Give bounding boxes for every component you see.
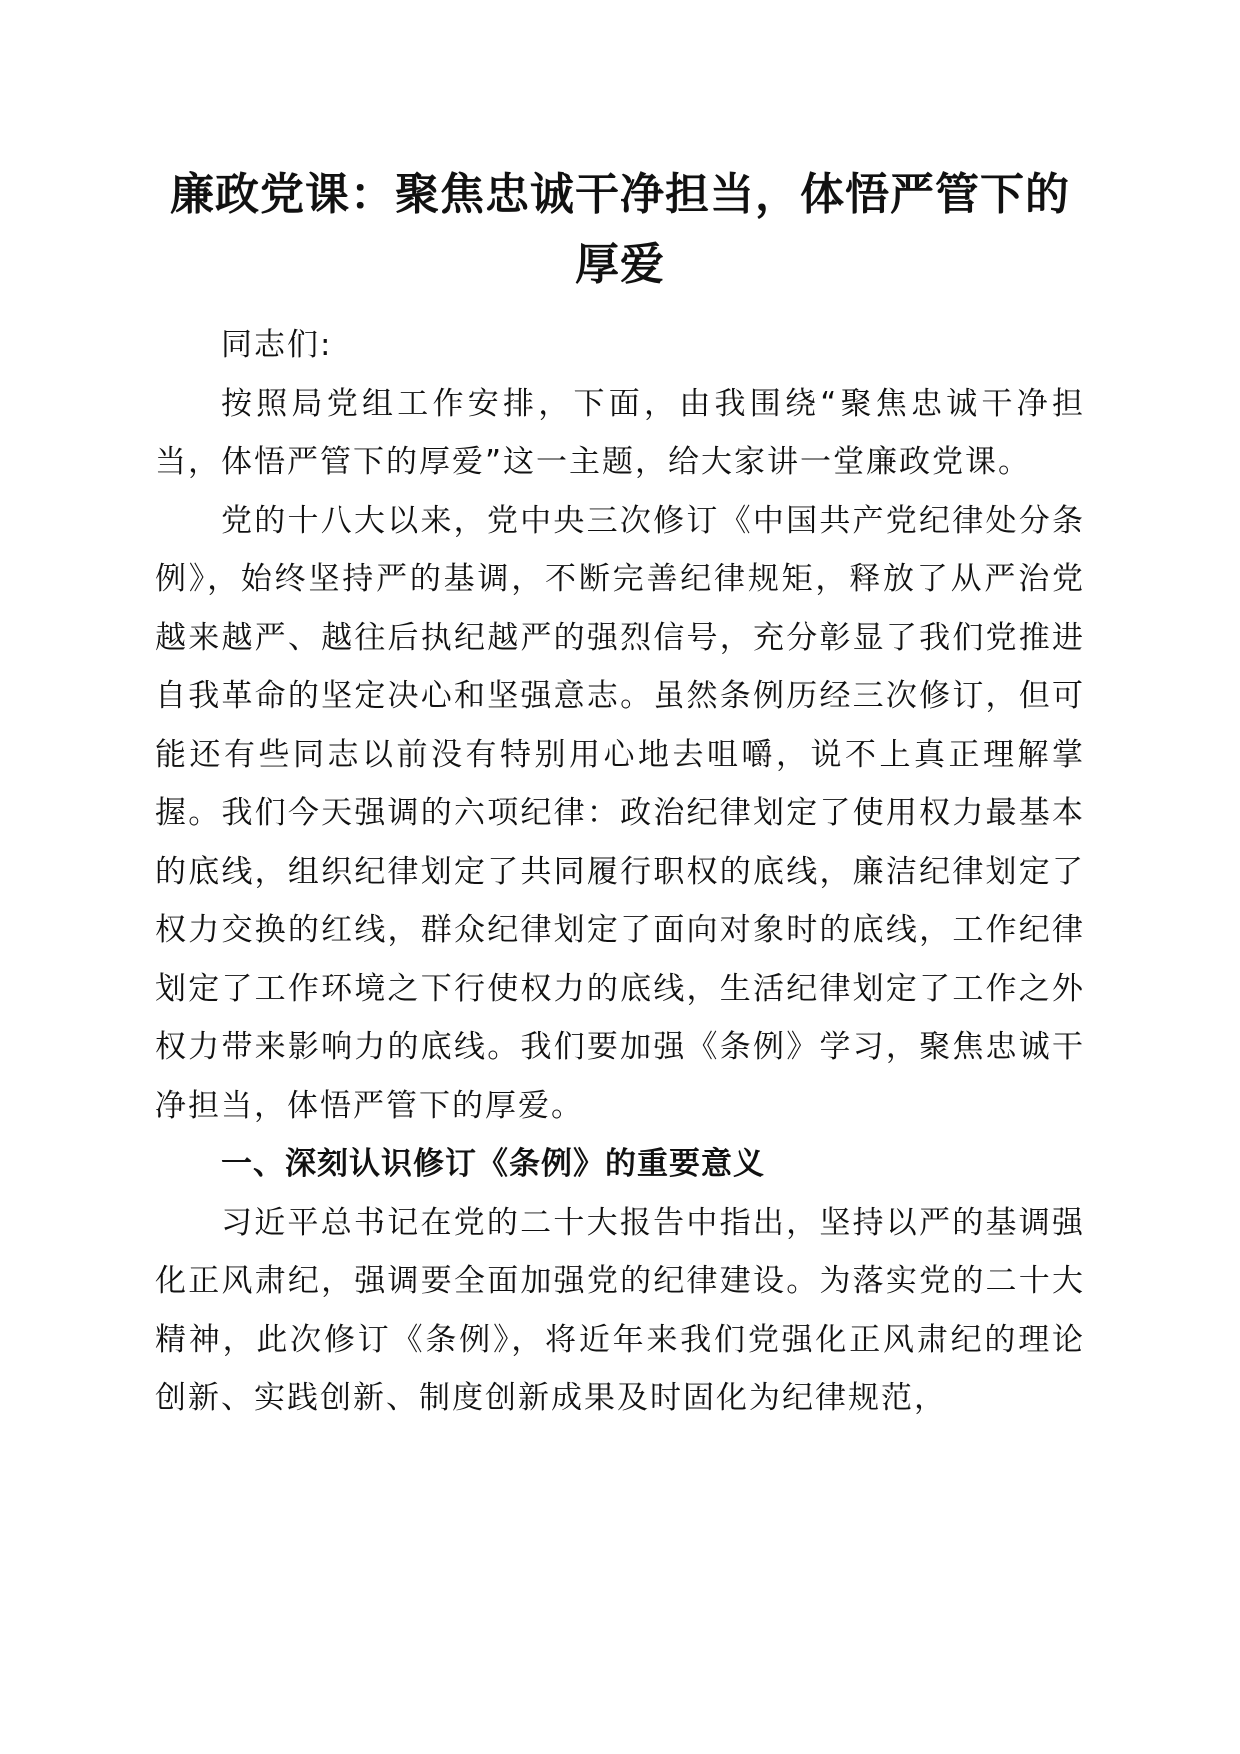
section-paragraph: 习近平总书记在党的二十大报告中指出，坚持以严的基调强化正风肃纪，强调要全面加强党的纪律建设。为落实党的二十大精神，此次修订《条例》，将近年来我们党强化正风肃纪的理论创新、实践创新、制度创新成果及时固化为纪律规范， bbox=[155, 1204, 1085, 1416]
salutation: 同志们: bbox=[221, 327, 333, 363]
document-title: 廉政党课：聚焦忠诚干净担当，体悟严管下的厚爱 bbox=[170, 169, 1070, 290]
document-body bbox=[155, 316, 1085, 1428]
paragraph-intro: 按照局党组工作安排，下面，由我围绕“聚焦忠诚干净担当，体悟严管下的厚爱”这一主题，给大家讲一堂廉政党课。 bbox=[155, 385, 1085, 480]
paragraph-background: 党的十八大以来，党中央三次修订《中国共产党纪律处分条例》，始终坚持严的基调，不断完善纪律规矩，释放了从严治党越来越严、越往后执纪越严的强烈信号，充分彰显了我们党推进自我革命的坚定决心和坚强意志。虽然条例历经三次修订，但可能还有些同志以前没有特别用心地去咀嚼，说不上真正理解掌握。我们今天强调的六项纪律：政治纪律划定了使用权力最基本的底线，组织纪律划定了共同履行职权的底线，廉洁纪律划定了权力交换的红线，群众纪律划定了面向对象时的底线，工作纪律划定了工作环境之下行使权力的底线，生活纪律划定了工作之外权力带来影响力的底线。我们要加强《条例》学习，聚焦忠诚干净担当，体悟严管下的厚爱。 bbox=[155, 502, 1085, 1124]
section-heading: 一、深刻认识修订《条例》的重要意义 bbox=[221, 1146, 765, 1182]
